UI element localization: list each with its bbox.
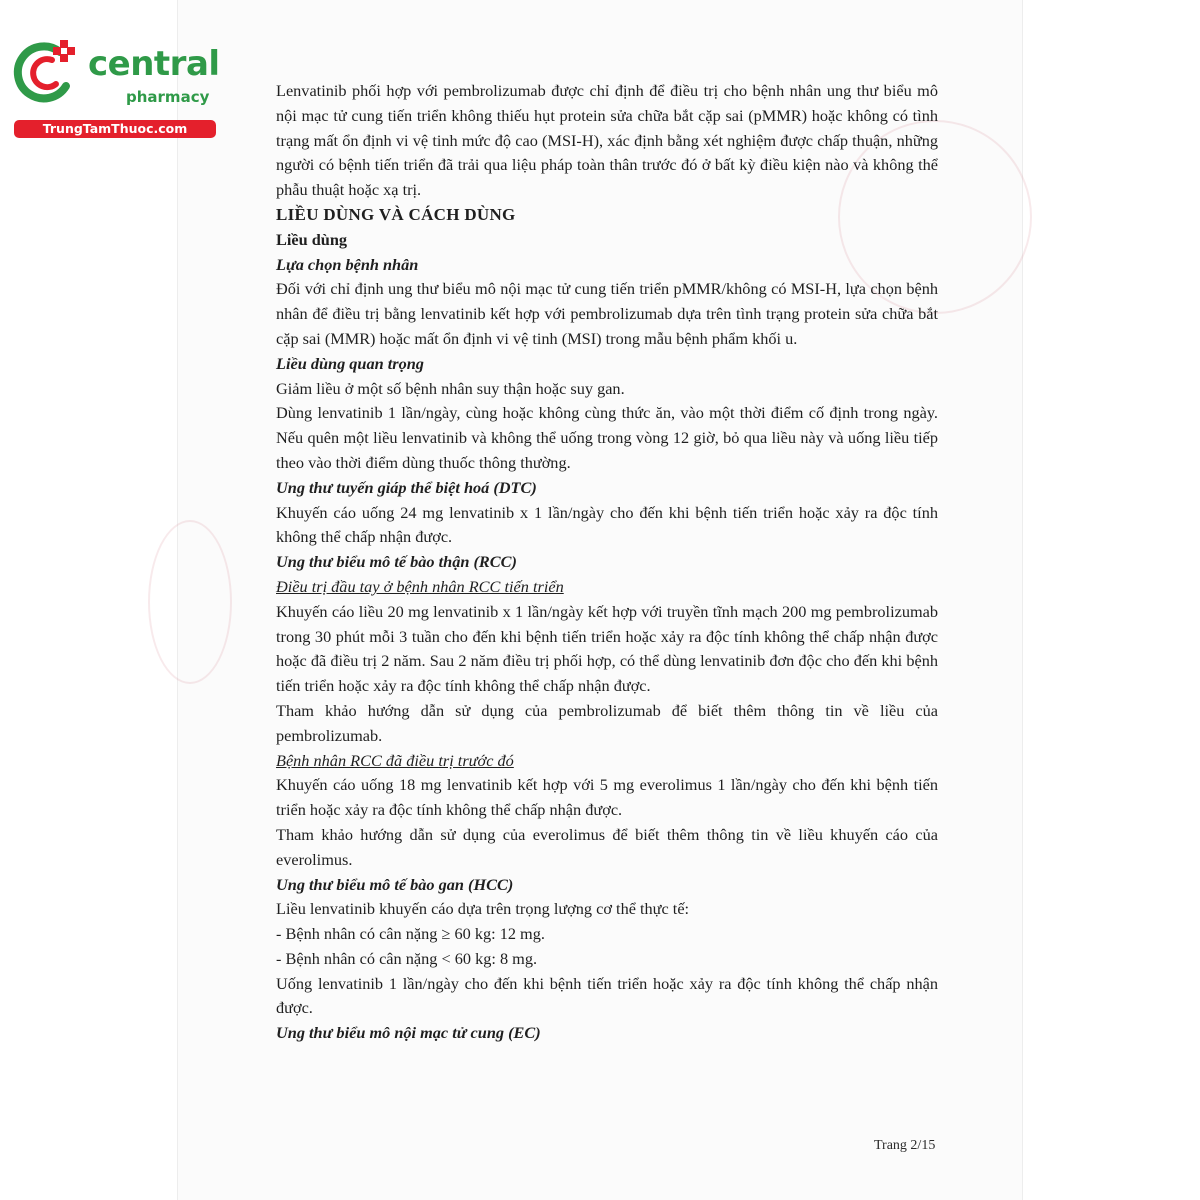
rcc-prior-reference: Tham khảo hướng dẫn sử dụng của everolimus để biết thêm thông tin về liều khuyến cáo của everolimus. bbox=[276, 824, 938, 869]
central-pharmacy-logo bbox=[8, 34, 218, 134]
subsection-dose-heading: Liều dùng bbox=[276, 229, 348, 249]
page-number: Trang 2/15 bbox=[874, 1138, 936, 1153]
dtc-text: Khuyến cáo uống 24 mg lenvatinib x 1 lần/ngày cho đến khi bệnh tiến triển hoặc xảy ra độc tính không thể chấp nhận được. bbox=[276, 502, 938, 547]
rcc-first-line-reference: Tham khảo hướng dẫn sử dụng của pembrolizumab để biết thêm thông tin về liều của pembrolizumab. bbox=[276, 700, 938, 745]
rcc-first-line-heading: Điều trị đầu tay ở bệnh nhân RCC tiến triển bbox=[276, 576, 564, 596]
document-body bbox=[276, 79, 938, 1046]
central-pharmacy-c-cross-icon bbox=[8, 34, 88, 114]
hcc-text-2: Uống lenvatinib 1 lần/ngày cho đến khi bệnh tiến triển hoặc xảy ra độc tính không thể chấp nhận được. bbox=[276, 973, 938, 1018]
logo-brand-sub: pharmacy bbox=[126, 88, 210, 106]
rcc-prior-text: Khuyến cáo uống 18 mg lenvatinib kết hợp với 5 mg everolimus 1 lần/ngày cho đến khi bệnh tiến triển hoặc xảy ra độc tính không thể chấp nhận được. bbox=[276, 775, 938, 820]
section-title: LIỀU DÙNG VÀ CÁCH DÙNG bbox=[276, 204, 516, 224]
rcc-first-line-text: Khuyến cáo liều 20 mg lenvatinib x 1 lần/ngày kết hợp với truyền tĩnh mạch 200 mg pembrolizumab trong 30 phút mỗi 3 tuần cho đến khi bệnh tiến triển hoặc xảy ra độc tính không thể chấp nhận được hoặc đã điều trị 2 năm. Sau 2 năm điều trị phối hợp, có thể dùng lenvatinib đơn độc cho đến khi bệnh tiến triển hoặc xảy ra độc tính không thể chấp nhận được. bbox=[276, 601, 938, 696]
important-dose-text-2: Dùng lenvatinib 1 lần/ngày, cùng hoặc không cùng thức ăn, vào một thời điểm cố định trong ngày. Nếu quên một liều lenvatinib và không thể uống trong vòng 12 giờ, bỏ qua liều này và uống liều tiếp theo vào thời điểm dùng thuốc thông thường. bbox=[276, 403, 938, 472]
logo-brand-name: central bbox=[88, 44, 220, 84]
hcc-list-item: - Bệnh nhân có cân nặng < 60 kg: 8 mg. bbox=[276, 948, 538, 968]
dtc-heading: Ung thư tuyến giáp thể biệt hoá (DTC) bbox=[276, 477, 537, 497]
important-dose-text-1: Giảm liều ở một số bệnh nhân suy thận hoặc suy gan. bbox=[276, 378, 625, 398]
intro-paragraph: Lenvatinib phối hợp với pembrolizumab được chỉ định để điều trị cho bệnh nhân ung thư biểu mô nội mạc tử cung tiến triển không thiếu hụt protein sửa chữa bắt cặp sai (pMMR) hoặc không có tình trạng mất ổn định vi vệ tinh mức độ cao (MSI-H), xác định bằng xét nghiệm được chấp thuận, những người có bệnh tiến triển đã trải qua liệu pháp toàn thân trước đó ở bất kỳ điều kiện nào và không thể phẫu thuật hoặc xạ trị. bbox=[276, 81, 938, 200]
important-dose-heading: Liều dùng quan trọng bbox=[276, 353, 424, 373]
hcc-heading: Ung thư biểu mô tế bào gan (HCC) bbox=[276, 874, 514, 894]
ec-heading: Ung thư biểu mô nội mạc tử cung (EC) bbox=[276, 1023, 541, 1043]
rcc-prior-heading: Bệnh nhân RCC đã điều trị trước đó bbox=[276, 750, 514, 770]
hcc-text: Liều lenvatinib khuyến cáo dựa trên trọng lượng cơ thể thực tế: bbox=[276, 899, 690, 919]
rcc-heading: Ung thư biểu mô tế bào thận (RCC) bbox=[276, 552, 517, 572]
hcc-list-item: - Bệnh nhân có cân nặng ≥ 60 kg: 12 mg. bbox=[276, 924, 545, 944]
patient-selection-heading: Lựa chọn bệnh nhân bbox=[276, 254, 419, 274]
logo-site-url: TrungTamThuoc.com bbox=[14, 120, 216, 138]
stamp-watermark bbox=[148, 520, 232, 684]
patient-selection-text: Đối với chỉ định ung thư biểu mô nội mạc tử cung tiến triển pMMR/không có MSI-H, lựa chọn bệnh nhân để điều trị bằng lenvatinib kết hợp với pembrolizumab dựa trên tình trạng protein sửa chữa bắt cặp sai (MMR) hoặc mất ổn định vi vệ tinh (MSI) trong mẫu bệnh phẩm khối u. bbox=[276, 279, 938, 348]
